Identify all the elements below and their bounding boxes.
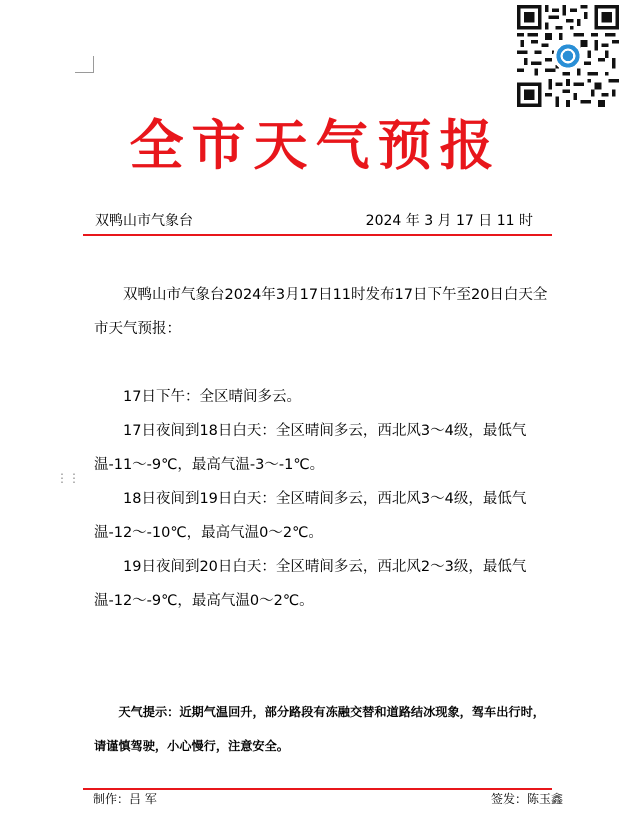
- issuer-name: 双鸭山市气象台: [95, 213, 193, 229]
- header-red-rule: [83, 234, 552, 236]
- forecast-paragraph: 17日下午：全区晴间多云。: [123, 389, 301, 405]
- drag-handle-icon[interactable]: ⋮⋮: [56, 471, 80, 485]
- paragraph-gap: [94, 346, 554, 380]
- forecast-paragraph: 19日夜间到20日白天：全区晴间多云，西北风2～3级，最低气温-12～-9℃，最高气温0～2℃。: [94, 559, 527, 609]
- qr-code-icon: [517, 5, 619, 107]
- forecast-body: [94, 278, 554, 618]
- issue-time: 2024 年 3 月 17 日 11 时: [365, 213, 533, 229]
- weather-tip: 天气提示：近期气温回升，部分路段有冻融交替和道路结冰现象，驾车出行时，请谨慎驾驶，小心慢行，注意安全。: [94, 705, 545, 753]
- forecast-paragraph: 18日夜间到19日白天：全区晴间多云，西北风3～4级，最低气温-12～-10℃，最高气温0～2℃。: [94, 491, 527, 541]
- forecast-paragraph: 17日夜间到18日白天：全区晴间多云，西北风3～4级，最低气温-11～-9℃，最高气温-3～-1℃。: [94, 423, 527, 473]
- signer-label: 签发：陈玉鑫: [490, 792, 563, 806]
- intro-paragraph: 双鸭山市气象台2024年3月17日11时发布17日下午至20日白天全市天气预报：: [94, 287, 548, 337]
- page-corner-mark: [75, 56, 94, 73]
- maker-label: 制作：吕 军: [93, 792, 157, 806]
- document-title: 全市天气预报: [129, 113, 502, 177]
